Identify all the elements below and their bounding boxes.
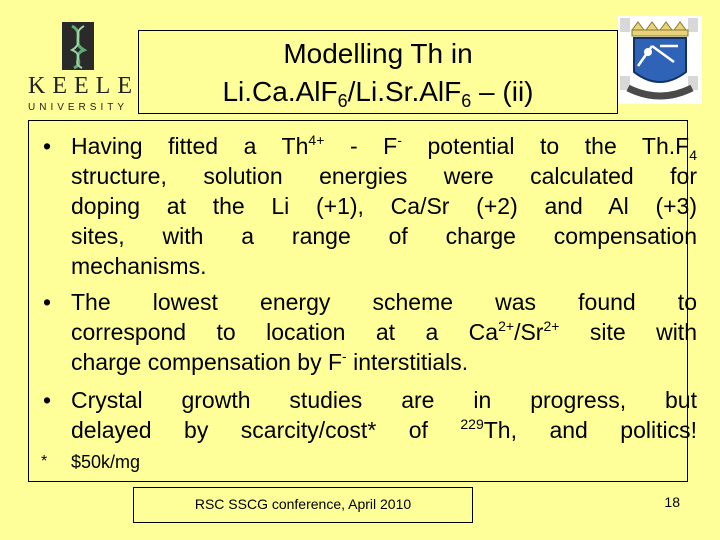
- bullet-marker: •: [43, 133, 52, 159]
- keele-helix-icon: [62, 22, 94, 70]
- text-run: potential to the Th.F: [401, 133, 690, 159]
- footnote-marker: *: [41, 453, 48, 470]
- title-line-1: Modelling Th in: [283, 38, 473, 69]
- bullet-3-line-1: Crystal growth studies are in progress, but: [71, 387, 697, 413]
- footer-conference: RSC SSCG conference, April 2010: [133, 487, 473, 523]
- footnote-text: $50k/mg: [71, 452, 141, 472]
- bullet-1-line-4: sites, with a range of charge compensation: [71, 223, 697, 249]
- bullet-2-line-2: [71, 317, 697, 347]
- slide-title: [138, 30, 618, 114]
- bullet-marker: •: [43, 289, 52, 315]
- text-run: correspond to location at a Ca: [71, 319, 499, 345]
- text-run: interstitials.: [346, 349, 469, 375]
- text-run: - F: [324, 133, 398, 159]
- text-run: delayed by scarcity/cost* of: [71, 417, 461, 443]
- bullet-1-line-2: structure, solution energies were calculated for: [71, 163, 697, 189]
- title-text: /Li.Sr.AlF: [347, 76, 462, 107]
- bullet-1-line-5: mechanisms.: [71, 253, 207, 279]
- page-number: 18: [664, 494, 680, 510]
- title-text: Li.Ca.AlF: [222, 76, 338, 107]
- text-run: Th, and politics!: [483, 417, 697, 443]
- text-run: charge compensation by F: [71, 349, 343, 375]
- text-run: Having fitted a Th: [71, 133, 309, 159]
- bullet-3-line-2: [71, 415, 697, 445]
- text-run: site with: [559, 319, 697, 345]
- superscript: 2+: [543, 318, 560, 334]
- keele-university-logo: [28, 16, 139, 113]
- superscript: 2+: [498, 318, 515, 334]
- title-subscript: 6: [337, 91, 348, 111]
- superscript: 229: [460, 416, 484, 432]
- subscript: 4: [689, 147, 697, 163]
- superscript: -: [397, 132, 402, 148]
- title-line-2: [139, 75, 617, 118]
- title-subscript: 6: [461, 91, 472, 111]
- bullet-1-line-1: [71, 131, 697, 161]
- bullet-2-line-1: The lowest energy scheme was found to: [71, 289, 697, 315]
- title-text: – (ii): [471, 76, 534, 107]
- content-panel: [28, 120, 697, 482]
- superscript: 4+: [308, 132, 325, 148]
- text-run: /Sr: [514, 319, 544, 345]
- ufpe-crest-logo: [618, 16, 702, 104]
- ufpe-crest-icon: [618, 16, 702, 104]
- bullet-2-line-3: [71, 347, 697, 377]
- bullet-1-line-3: doping at the Li (+1), Ca/Sr (+2) and Al (+3): [71, 193, 697, 219]
- logo-wordmark: KEELE: [28, 73, 139, 99]
- logo-subword: UNIVERSITY: [28, 102, 129, 113]
- superscript: -: [342, 348, 347, 364]
- bullet-marker: •: [43, 387, 52, 413]
